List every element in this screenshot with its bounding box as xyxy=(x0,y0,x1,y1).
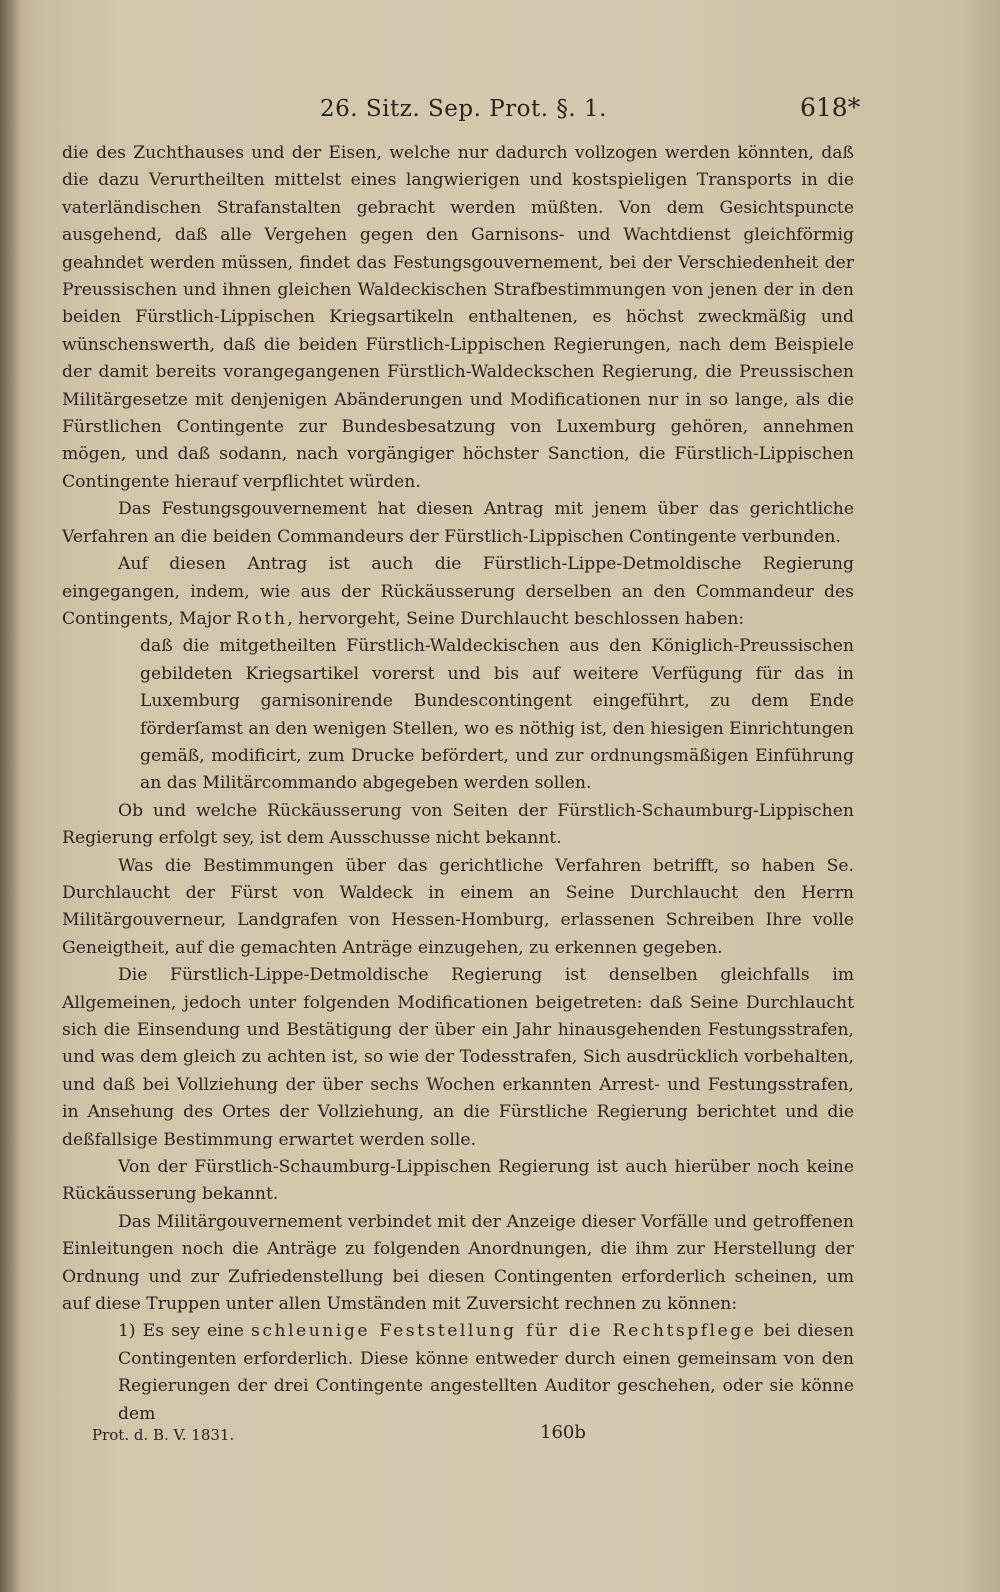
paragraph: Das Militärgouvernement verbindet mit der Anzeige dieser Vorfälle und getroffenen Einleitungen noch die Anträge zu folgenden Anordnungen, die ihm zur Herstellung der Ordnung und zur Zufriedenstellung bei diesen Contingenten erforderlich scheinen, um auf diese Truppen unter allen Umständen mit Zuversicht rechnen zu können: xyxy=(62,1211,854,1315)
page-header xyxy=(0,88,1000,128)
item-text: Es sey eine xyxy=(142,1321,244,1342)
item-number: 1) xyxy=(118,1321,136,1342)
paragraph: Was die Bestimmungen über das gerichtliche Verfahren betrifft, so haben Se. Durchlaucht der Fürst von Waldeck in einem an Seine Durchlaucht den Herrn Militärgouverneur, Landgrafen von Hessen-Homburg, erlassenen Schreiben Ihre volle Geneigtheit, auf die gemachten Anträge einzugehen, zu erkennen gegeben. xyxy=(62,855,854,958)
person-name: Roth xyxy=(236,608,288,629)
sheet-number: 160b xyxy=(540,1422,586,1443)
paragraph-text: , hervorgeht, Seine Durchlaucht beschlossen haben: xyxy=(287,608,745,629)
signature-mark: Prot. d. B. V. 1831. xyxy=(92,1426,235,1444)
paragraph xyxy=(62,551,854,633)
paragraph: Von der Fürstlich-Schaumburg-Lippischen Regierung ist auch hierüber noch keine Rückäusserung bekannt. xyxy=(62,1157,854,1205)
numbered-item xyxy=(118,1318,854,1428)
paragraph: Ob und welche Rückäusserung von Seiten der Fürstlich-Schaumburg-Lippischen Regierung erfolgt sey, ist dem Ausschusse nicht bekannt. xyxy=(62,800,854,849)
paragraph: Das Festungsgouvernement hat diesen Antrag mit jenem über das gerichtliche Verfahren an die beiden Commandeurs der Fürstlich-Lippischen Contingente verbunden. xyxy=(62,499,854,547)
running-title: 26. Sitz. Sep. Prot. §. 1. xyxy=(320,96,607,122)
emphasized-text: schleunige Feststellung für die Rechtspflege xyxy=(251,1321,757,1342)
item-text: bei diesen Contingenten erforderlich. Diese könne entweder durch einen gemeinsam von den Regierungen der drei Contingente angestellten Auditor geschehen, oder sie könne dem xyxy=(118,1321,855,1424)
paragraph: Die Fürstlich-Lippe-Detmoldische Regierung ist denselben gleichfalls im Allgemeinen, jedoch unter folgenden Modificationen beigetreten: daß Seine Durchlaucht sich die Einsendung und Bestätigung der über ein Jahr hinausgehenden Festungsstrafen, und was dem gleich zu achten ist, so wie der Todesstrafen, Sich ausdrücklich vorbehalten, und daß bei Vollziehung der über sechs Wochen erkannten Arrest- und Festungsstrafen, in Ansehung des Ortes der Vollziehung, an die Fürstliche Regierung berichtet und die deßfallsige Bestimmung erwartet werden solle. xyxy=(62,965,854,1150)
paragraph: die des Zuchthauses und der Eisen, welche nur dadurch vollzogen werden könnten, daß die dazu Verurtheilten mittelst eines langwierigen und kostspieligen Transports in die vaterländischen Strafanstalten gebracht werden müßten. Von dem Gesichtspuncte ausgehend, daß alle Vergehen gegen den Garnisons- und Wachtdienst gleichförmig geahndet werden müssen, findet das Festungsgouvernement, bei der Verschiedenheit der Preussischen und ihnen gleichen Waldeckischen Strafbestimmungen von jenen der in den beiden Fürstlich-Lippischen Kriegsartikeln enthaltenen, es höchst zweckmäßig und wünschenswerth, daß die beiden Fürstlich-Lippischen Regierungen, nach dem Beispiele der damit bereits vorangegangenen Fürstlich-Waldeckschen Regierung, die Preussischen Militärgesetze mit denjenigen Abänderungen und Modificationen nur in so lange, als die Fürstlichen Contingente zur Bundesbesatzung von Luxemburg gehören, annehmen mögen, und daß sodann, nach vorgängiger höchster Sanction, die Fürstlich-Lippischen Contingente hierauf verpflichtet würden. xyxy=(62,143,854,492)
page-number: 618* xyxy=(800,93,861,122)
page-footer xyxy=(0,1420,1000,1450)
quoted-resolution: daß die mitgetheilten Fürstlich-Waldeckischen aus den Königlich-Preussischen gebildeten Kriegsartikel vorerst und bis auf weitere Verfügung für das in Luxemburg garnisonirende Bundescontingent eingeführt, zu dem Ende förderſamst an den wenigen Stellen, wo es nöthig ist, den hiesigen Einrichtungen gemäß, modificirt, zum Drucke befördert, und zur ordnungsmäßigen Einführung an das Militärcommando abgegeben werden sollen. xyxy=(140,636,854,794)
body-text xyxy=(62,140,854,1428)
paragraph-text: Auf diesen Antrag ist auch die Fürstlich-Lippe-Detmoldische Regierung eingegangen, indem, wie aus der Rückäusserung derselben an den Commandeur des Contingents, Major xyxy=(62,554,854,629)
